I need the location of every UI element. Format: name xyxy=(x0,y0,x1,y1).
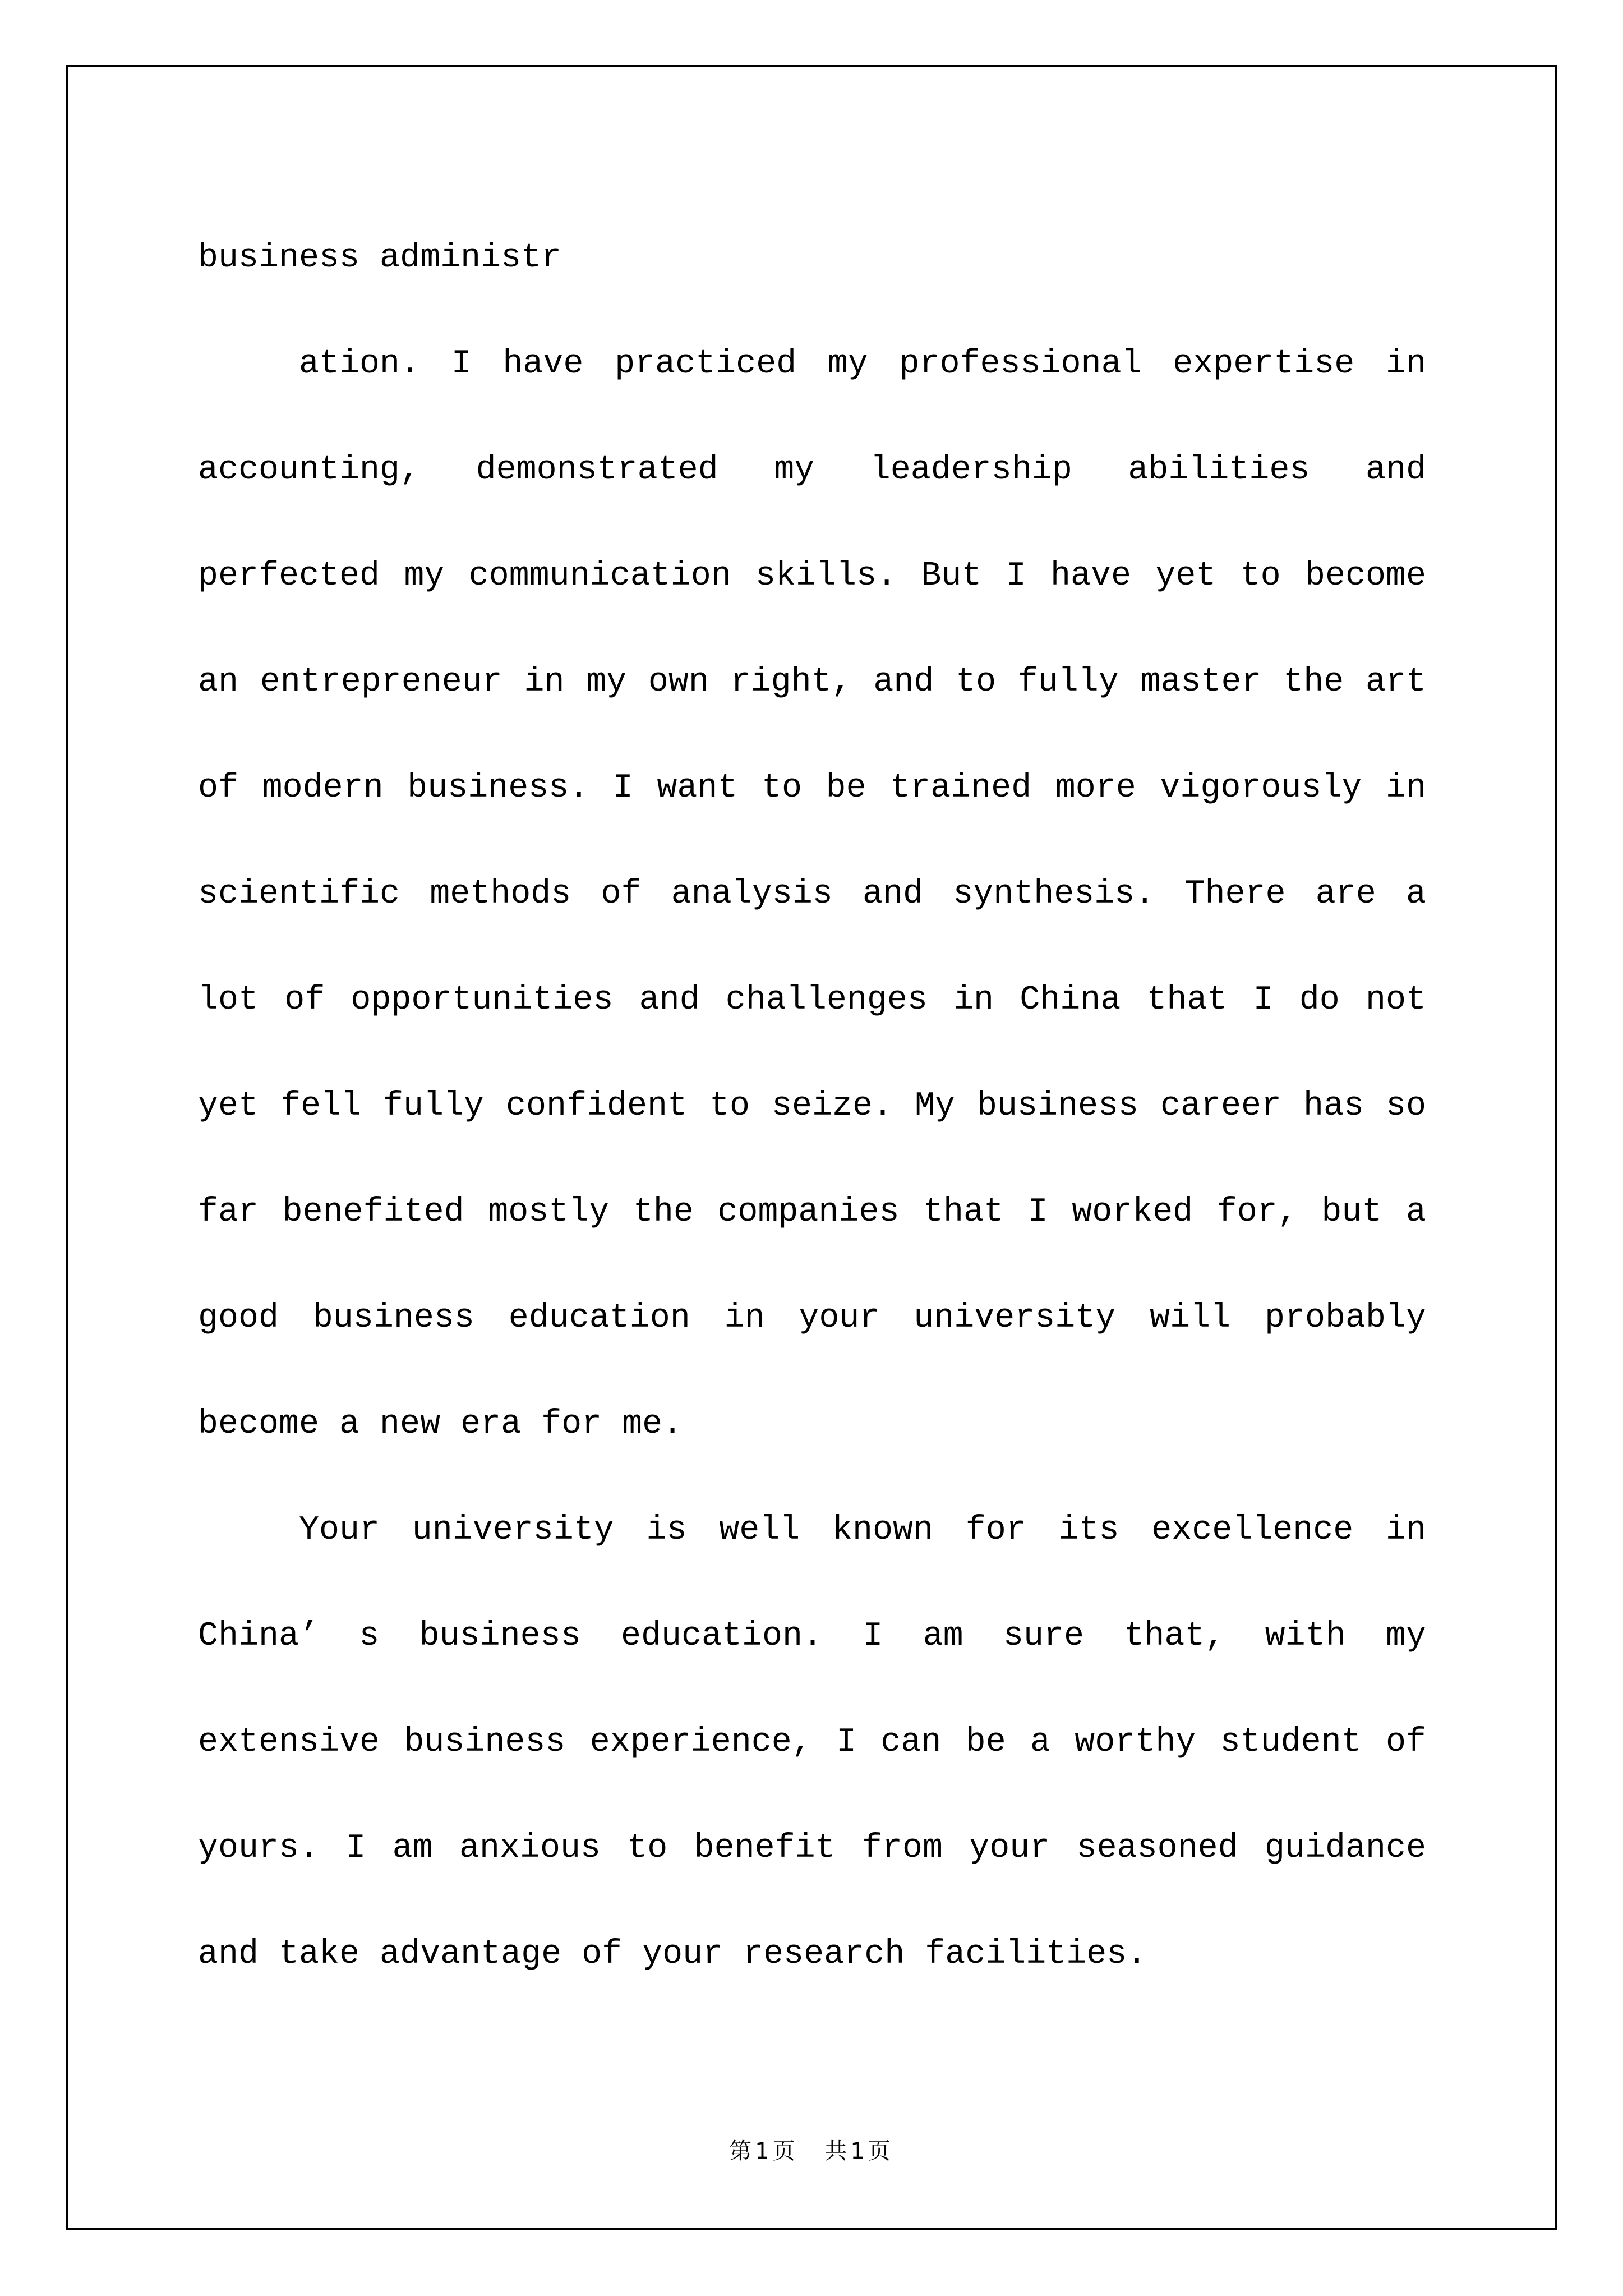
paragraph: ation. I have practiced my professional expertise in accounting, demonstrated my leadership abilities and perfected my communication skills. But I have yet to become an entrepreneur in my own right, and to fully master the art of modern business. I want to be trained more vigorously in scientific methods of analysis and synthesis. There are a lot of opportunities and challenges in China that I do not yet fell fully confident to seize. My business career has so far benefited mostly the companies that I worked for, but a good business education in your university will probably become a new era for me. xyxy=(198,345,1426,1443)
document-body xyxy=(198,205,1426,2008)
paragraph: business administr xyxy=(198,239,562,277)
page-number-label: 第1页 共1页 xyxy=(729,2138,894,2164)
page-footer xyxy=(0,2133,1623,2165)
paragraph: Your university is well known for its excellence in China’ s business education. I am sure that, with my extensive business experience, I can be a worthy student of yours. I am anxious to benefit from your seasoned guidance and take advantage of your research facilities. xyxy=(198,1511,1426,1973)
